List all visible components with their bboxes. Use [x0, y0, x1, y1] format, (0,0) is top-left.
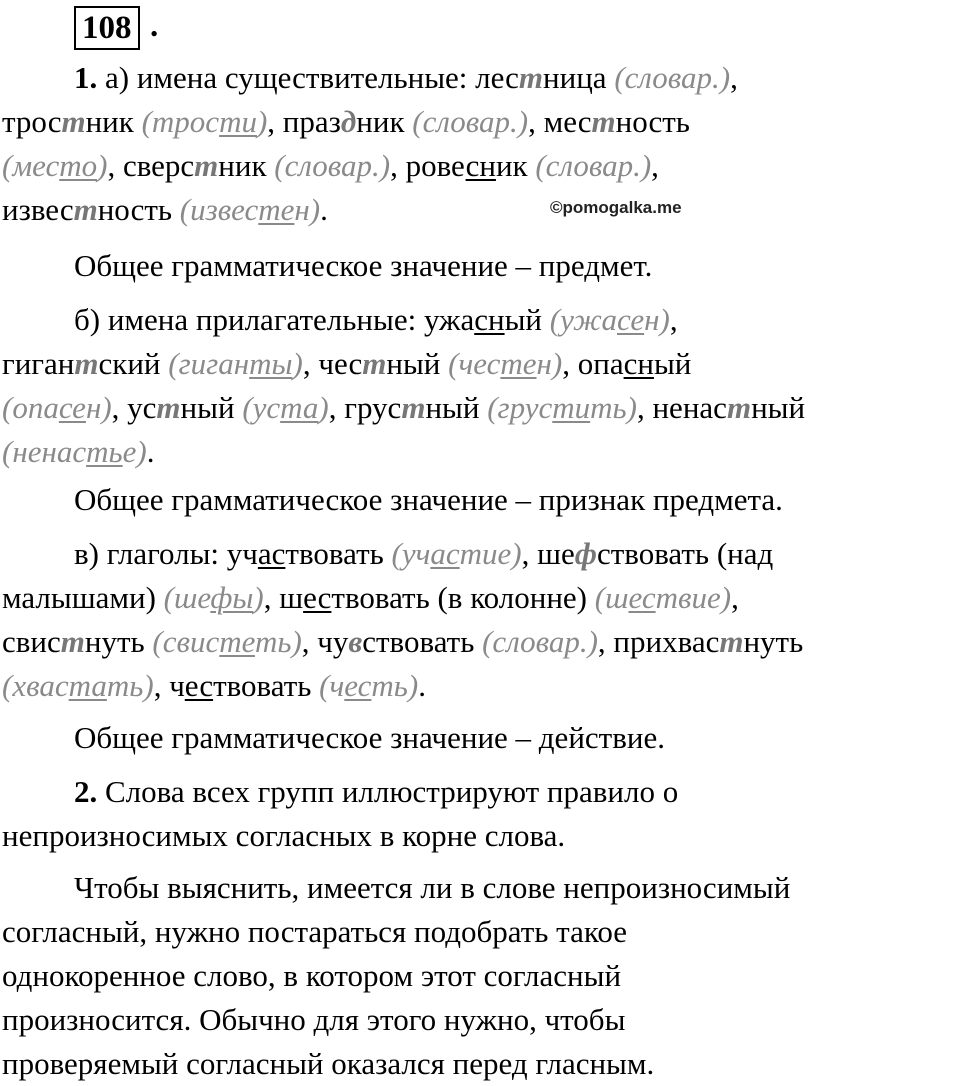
text-line: (хвастать), чествовать (честь).: [2, 668, 426, 703]
text-line: (ненастье).: [2, 434, 155, 469]
watermark: ©pomogalka.me: [550, 198, 682, 217]
part-c-paragraph: [2, 532, 958, 708]
text-line: согласный, нужно постараться подобрать такое: [2, 914, 627, 949]
text-line: малышами) (шефы), шествовать (в колонне) (шествие),: [2, 580, 739, 615]
text-line: Чтобы выяснить, имеется ли в слове непроизносимый: [74, 870, 791, 905]
part-b-paragraph: [2, 298, 958, 474]
text-line: б) имена прилагательные: ужасный (ужасен),: [74, 302, 678, 337]
exercise-number-dot: .: [150, 8, 159, 44]
part-a-paragraph: [2, 56, 958, 232]
text-line: известность (известен).: [2, 192, 328, 227]
text-line: однокоренное слово, в котором этот согласный: [2, 958, 622, 993]
text-line: гигантский (гиганты), честный (честен), опасный: [2, 346, 692, 381]
text-line: 1. а) имена существительные: лестница (словар.),: [74, 60, 738, 95]
text-line: (место), сверстник (словар.), ровесник (словар.),: [2, 148, 659, 183]
summary-a: Общее грамматическое значение – предмет.: [74, 248, 653, 283]
text-line: (опасен), устный (уста), грустный (грустить), ненастный: [2, 390, 806, 425]
text-line: проверяемый согласный оказался перед гласным.: [2, 1046, 655, 1081]
text-line: свистнуть (свистеть), чувствовать (словар.), прихвастнуть: [2, 624, 804, 659]
text-line: в) глаголы: участвовать (участие), шефствовать (над: [74, 536, 774, 571]
summary-b: Общее грамматическое значение – признак предмета.: [74, 482, 783, 517]
text-line: произносится. Обычно для этого нужно, чтобы: [2, 1002, 626, 1037]
summary-c: Общее грамматическое значение – действие.: [74, 720, 665, 755]
text-line: тростник (трости), праздник (словар.), местность: [2, 104, 690, 139]
text-line: непроизносимых согласных в корне слова.: [2, 818, 566, 853]
part-2-paragraph: [2, 770, 958, 858]
conclusion-paragraph: [2, 866, 958, 1086]
exercise-number: 108: [74, 6, 140, 50]
text-line: 2. Слова всех групп иллюстрируют правило о: [74, 774, 679, 809]
